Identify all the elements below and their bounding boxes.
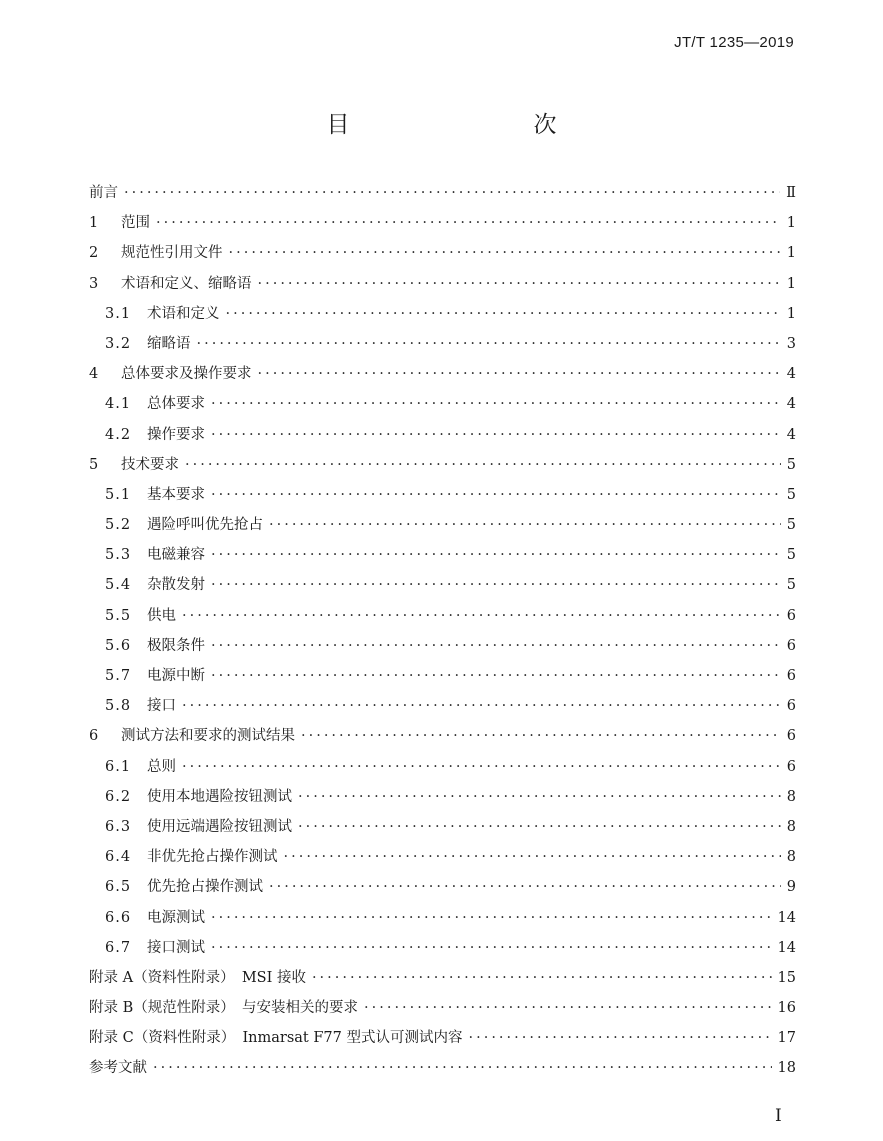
toc-entry[interactable] [89,721,796,751]
toc-entry[interactable] [89,842,796,872]
toc-entry-number: 1 [89,215,100,232]
toc-entry-page: 14 [777,939,796,956]
toc-entry[interactable] [89,903,796,933]
toc-dot-leader [258,359,781,389]
toc-entry[interactable] [89,480,796,510]
toc-entry-page: Ⅱ [786,185,796,201]
toc-entry-page: 1 [786,305,796,322]
toc-entry-label: 电源测试 [147,909,205,926]
toc-entry-page: 1 [786,275,796,292]
toc-dot-leader [284,842,781,872]
toc-entry-number: 2 [89,245,100,262]
toc-entry[interactable] [89,993,796,1023]
toc-dot-leader [269,510,781,540]
toc-entry-page: 15 [777,969,796,986]
toc-entry-page: 5 [786,486,796,503]
toc-entry-label: 附录 C（资料性附录） Inmarsat F77 型式认可测试内容 [89,1030,463,1047]
toc-entry-label: 基本要求 [147,486,205,503]
toc-dot-leader [182,691,781,721]
toc-dot-leader [211,480,781,510]
toc-entry-number: 5.4 [105,577,132,594]
toc-entry[interactable] [89,269,796,299]
toc-entry-label: 使用远端遇险按钮测试 [147,818,292,835]
toc-entry[interactable] [89,782,796,812]
toc-entry-number: 6 [89,728,100,745]
toc-dot-leader [153,1053,772,1083]
toc-entry-label: 规范性引用文件 [121,245,223,262]
toc-entry-number: 6.4 [105,849,132,866]
toc-dot-leader [229,238,781,268]
toc-entry-label: 总则 [147,758,176,775]
toc-entry-number: 6.6 [105,909,132,926]
toc-entry[interactable] [89,359,796,389]
toc-entry-label: 使用本地遇险按钮测试 [147,788,292,805]
toc-entry[interactable] [89,540,796,570]
toc-entry-label: 前言 [89,185,118,201]
toc-dot-leader [298,782,781,812]
toc-entry[interactable] [89,812,796,842]
toc-entry-page: 5 [786,547,796,564]
toc-entry-page: 1 [786,215,796,232]
toc-entry-page: 8 [786,849,796,866]
toc-entry[interactable] [89,872,796,902]
toc-entry-number: 4.1 [105,396,132,413]
table-of-contents [89,178,796,1084]
toc-entry-label: 优先抢占操作测试 [147,879,263,896]
toc-entry-page: 5 [786,577,796,594]
toc-entry-label: 遇险呼叫优先抢占 [147,517,263,534]
toc-entry-page: 6 [786,728,796,745]
toc-entry-label: 总体要求 [147,396,205,413]
toc-dot-leader [269,872,781,902]
toc-dot-leader [298,812,781,842]
toc-dot-leader [185,450,781,480]
toc-entry-page: 14 [777,909,796,926]
toc-entry-label: 非优先抢占操作测试 [147,849,278,866]
toc-entry-label: 杂散发射 [147,577,205,594]
toc-dot-leader [197,329,781,359]
toc-entry-number: 6.7 [105,939,132,956]
toc-entry-number: 5.3 [105,547,132,564]
toc-entry-label: 术语和定义 [147,305,220,322]
toc-dot-leader [211,420,781,450]
toc-entry-number: 6.3 [105,818,132,835]
toc-dot-leader [211,570,781,600]
toc-entry-page: 18 [777,1060,796,1077]
toc-entry-number: 4.2 [105,426,132,443]
toc-entry-page: 3 [786,335,796,352]
toc-entry-number: 5.1 [105,486,132,503]
toc-entry-page: 6 [786,758,796,775]
toc-entry-label: 电磁兼容 [147,547,205,564]
toc-dot-leader [258,269,781,299]
toc-entry-label: 总体要求及操作要求 [121,366,252,383]
toc-entry-page: 4 [786,426,796,443]
toc-dot-leader [211,540,781,570]
toc-entry-page: 9 [786,879,796,896]
toc-entry-label: 供电 [147,607,176,624]
toc-entry-page: 16 [777,1000,796,1017]
toc-dot-leader [211,933,772,963]
toc-entry[interactable] [89,1023,796,1053]
toc-entry-number: 6.1 [105,758,132,775]
toc-entry-page: 8 [786,818,796,835]
toc-entry[interactable] [89,238,796,268]
toc-entry-label: 技术要求 [121,456,179,473]
page-number: I [775,1106,782,1126]
toc-entry[interactable] [89,389,796,419]
toc-dot-leader [364,993,772,1023]
toc-dot-leader [156,208,781,238]
toc-entry-label: 测试方法和要求的测试结果 [121,728,295,745]
toc-entry[interactable] [89,570,796,600]
toc-entry-page: 4 [786,396,796,413]
toc-entry[interactable] [89,329,796,359]
toc-entry[interactable] [89,299,796,329]
toc-entry-number: 3.2 [105,335,132,352]
toc-dot-leader [124,178,780,208]
toc-entry-number: 6.5 [105,879,132,896]
toc-entry-label: 极限条件 [147,637,205,654]
toc-entry[interactable] [89,661,796,691]
toc-entry-number: 5.7 [105,668,132,684]
toc-entry-page: 6 [786,668,796,684]
toc-entry-number: 5.5 [105,607,132,624]
toc-entry-page: 6 [786,698,796,715]
toc-entry-label: 参考文献 [89,1060,147,1077]
toc-entry-label: 范围 [121,215,150,232]
document-code: JT/T 1235—2019 [674,34,794,51]
toc-entry[interactable] [89,450,796,480]
toc-dot-leader [312,963,772,993]
toc-entry-page: 4 [786,366,796,383]
toc-dot-leader [469,1023,772,1053]
toc-entry-number: 5.2 [105,517,132,534]
toc-entry-label: 操作要求 [147,426,205,443]
toc-dot-leader [211,661,781,691]
toc-entry[interactable] [89,420,796,450]
toc-entry[interactable] [89,752,796,782]
toc-dot-leader [182,752,781,782]
toc-dot-leader [226,299,781,329]
toc-entry[interactable] [89,691,796,721]
toc-entry-label: 接口 [147,698,176,715]
toc-entry-page: 5 [786,517,796,534]
toc-dot-leader [211,903,772,933]
toc-entry-number: 5.6 [105,637,132,654]
toc-entry-number: 3.1 [105,305,132,322]
toc-entry-label: 附录 A（资料性附录） MSI 接收 [89,969,306,986]
toc-entry[interactable] [89,510,796,540]
toc-entry[interactable] [89,601,796,631]
toc-dot-leader [211,631,781,661]
toc-entry-number: 6.2 [105,788,132,805]
toc-entry-page: 6 [786,637,796,654]
toc-entry-page: 6 [786,607,796,624]
toc-dot-leader [301,721,781,751]
toc-entry-page: 5 [786,456,796,473]
toc-entry-number: 5 [89,456,100,473]
toc-entry-number: 5.8 [105,698,132,715]
toc-entry-label: 附录 B（规范性附录） 与安装相关的要求 [89,1000,359,1017]
toc-entry-number: 3 [89,275,100,292]
toc-entry-label: 缩略语 [147,335,191,352]
toc-entry[interactable] [89,631,796,661]
page-title: 目 次 [326,112,603,138]
toc-dot-leader [211,389,781,419]
toc-entry-label: 电源中断 [147,668,205,684]
toc-entry-label: 术语和定义、缩略语 [121,275,252,292]
toc-entry-page: 17 [777,1030,796,1047]
toc-entry-page: 8 [786,788,796,805]
toc-entry-number: 4 [89,366,100,383]
toc-entry[interactable] [89,1053,796,1083]
toc-entry[interactable] [89,178,796,208]
toc-entry-label: 接口测试 [147,939,205,956]
toc-entry[interactable] [89,208,796,238]
toc-dot-leader [182,601,781,631]
toc-entry-page: 1 [786,245,796,262]
toc-entry[interactable] [89,963,796,993]
toc-entry[interactable] [89,933,796,963]
